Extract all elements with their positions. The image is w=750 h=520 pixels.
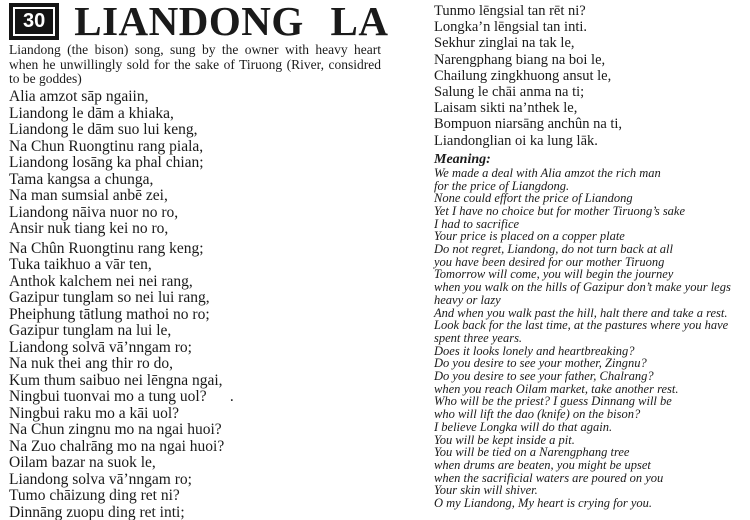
lyric-line: Liandong nāiva nuor no ro,: [9, 203, 179, 221]
lyric-line: Dinnāng zuopu ding ret inti;: [9, 503, 185, 520]
meaning-heading: Meaning:: [434, 151, 491, 167]
meaning-line: And when you walk past the hill, halt there and take a rest.: [434, 305, 728, 320]
lyrics-right-column: [434, 3, 750, 149]
meaning-line: you have been desired for our mother Tiruong: [434, 254, 665, 269]
meaning-line: You will be kept inside a pit.: [434, 432, 575, 447]
song-title: LIANDONG LA: [74, 0, 389, 44]
meaning-line: Your skin will shiver.: [434, 483, 538, 498]
left-column: [9, 2, 423, 520]
lyric-line: Na nuk thei ang thir ro do,: [9, 355, 174, 373]
meaning-line: Who will be the priest? I guess Dinnang will be: [434, 394, 672, 409]
meaning-line: You will be tied on a Narengphang tree: [434, 445, 630, 460]
meaning-line: heavy or lazy: [434, 292, 501, 307]
meaning-line: for the price of Liangdong.: [434, 178, 570, 193]
lyric-line: Na man sumsial anbē zei,: [9, 187, 168, 205]
meaning-line: when the sacrificial waters are poured on you: [434, 470, 664, 485]
lyric-line: Ansir nuk tiang kei no ro,: [9, 220, 169, 238]
lyrics-left-stanza-2: [9, 241, 423, 520]
lyric-line: Tumo chāizung ding ret ni?: [9, 487, 180, 505]
meaning-line: Look back for the last time, at the pastures where you have: [434, 318, 729, 333]
lyric-line: Liandonglian oi ka lung lāk.: [434, 132, 598, 149]
lyric-line: Salung le chāi anma na ti;: [434, 84, 585, 101]
meaning-line: Does it looks lonely and heartbreaking?: [434, 343, 635, 358]
lyric-line: Na Zuo chalrāng mo na ngai huoi?: [9, 437, 225, 455]
lyric-line: Na Chun zingnu mo na ngai huoi?: [9, 421, 222, 439]
lyric-line: Narengphang biang na boi le,: [434, 51, 606, 68]
meaning-line: I believe Longka will do that again.: [434, 419, 613, 434]
lyrics-left-stanza-1: [9, 89, 423, 238]
meaning-line: None could effort the price of Liandong: [434, 191, 633, 206]
lyric-line: Tama kangsa a chunga,: [9, 170, 154, 188]
meaning-line: Tomorrow will come, you will begin the journey: [434, 267, 674, 282]
meaning-line: who will lift the dao (knife) on the bison?: [434, 407, 641, 422]
lyric-line: Tunmo lēngsial tan rēt ni?: [434, 3, 586, 19]
lyric-line: Oilam bazar na suok le,: [9, 454, 156, 472]
lyric-line: Bompuon niarsāng anchûn na ti,: [434, 116, 623, 133]
meaning-line: O my Liandong, My heart is crying for you.: [434, 496, 653, 511]
lyric-line: Liandong le dām a khiaka,: [9, 104, 174, 122]
meaning-line: Your price is placed on a copper plate: [434, 229, 625, 244]
song-number-badge: [9, 3, 59, 40]
meaning-line: Do you desire to see your mother, Zingnu?: [434, 356, 647, 371]
lyric-line: Liandong solva vā’nngam ro;: [9, 470, 192, 488]
meaning-lines: [434, 167, 750, 510]
lyric-line: Ningbui raku mo a kāi uol?: [9, 404, 180, 422]
meaning-line: I had to sacrifice: [434, 216, 520, 231]
lyric-line: Pheiphung tātlung mathoi no ro;: [9, 305, 210, 323]
lyric-line: Longka’n lēngsial tan inti.: [434, 19, 588, 36]
right-column: [434, 3, 750, 510]
song-number: 30: [13, 7, 55, 36]
meaning-line: We made a deal with Alia amzot the rich man: [434, 165, 661, 180]
lyric-line: Liandong losāng ka phal chian;: [9, 154, 204, 172]
lyric-line: Na Chûn Ruongtinu rang keng;: [9, 239, 204, 257]
lyric-line: Ningbui tuonvai mo a tung uol? .: [9, 388, 234, 406]
lyric-line: Liandong solvā vā’nngam ro;: [9, 338, 192, 356]
lyric-line: Anthok kalchem nei nei rang,: [9, 272, 193, 290]
lyric-line: Alia amzot sāp ngaiin,: [9, 88, 149, 106]
lyric-line: Kum thum saibuo nei lēngna ngai,: [9, 371, 223, 389]
meaning-line: spent three years.: [434, 330, 523, 345]
lyric-line: Sekhur zinglai na tak le,: [434, 35, 575, 52]
lyric-line: Tuka taikhuo a vār ten,: [9, 256, 152, 274]
meaning-line: Do not regret, Liandong, do not turn back at all: [434, 242, 673, 257]
lyric-line: Laisam sikti na’nthek le,: [434, 100, 578, 117]
lyric-line: Liandong le dām suo lui keng,: [9, 121, 198, 139]
meaning-line: when you reach Oilam market, take another rest.: [434, 381, 679, 396]
lyric-line: Gazipur tunglam na lui le,: [9, 322, 172, 340]
lyric-line: Gazipur tunglam so nei lui rang,: [9, 289, 210, 307]
song-description: Liandong (the bison) song, sung by the owner with heavy heart when he unwillingly sold for the sake of Tiruong (River, considred to be goddes): [9, 42, 381, 87]
lyric-line: Chailung zingkhuong ansut le,: [434, 67, 612, 84]
meaning-section: [434, 152, 750, 510]
meaning-line: when you walk on the hills of Gazipur don’t make your legs: [434, 280, 731, 295]
meaning-line: Do you desire to see your father, Chalrang?: [434, 369, 654, 384]
lyric-line: Na Chun Ruongtinu rang piala,: [9, 137, 204, 155]
meaning-line: when drums are beaten, you might be upset: [434, 458, 651, 472]
meaning-line: Yet I have no choice but for mother Tiruong’s sake: [434, 203, 686, 218]
song-header: [9, 0, 423, 44]
